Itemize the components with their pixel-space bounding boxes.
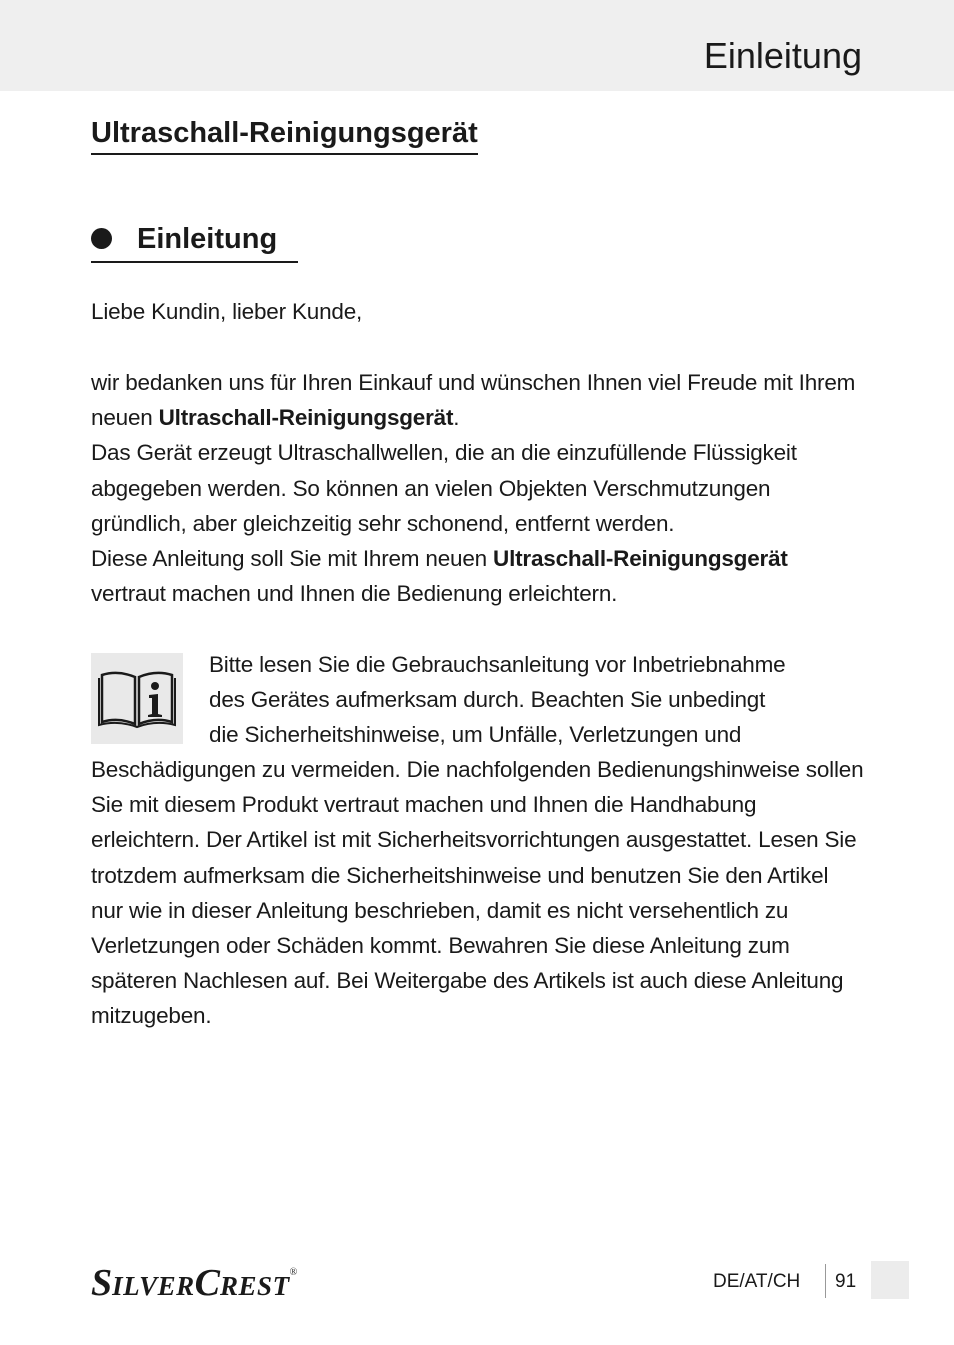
page-header-title: Einleitung (703, 35, 862, 76)
intro-paragraph-2: Das Gerät erzeugt Ultraschallwellen, die an die einzufüllende Flüssigkeit abgegeben werden. So können an vielen Objekten Verschmutzungen gründlich, aber gleichzeitig sehr schonend, entfernt werden. (91, 440, 797, 536)
greeting-text: Liebe Kundin, lieber Kunde, (91, 299, 363, 324)
bullet-icon (91, 228, 112, 249)
product-title: Ultraschall-Reinigungsgerät (91, 114, 478, 155)
footer-divider (825, 1264, 826, 1298)
section-heading (91, 220, 298, 263)
intro-paragraph-1: wir bedanken uns für Ihren Einkauf und wünschen Ihnen viel Freude mit Ihrem neuen Ultraschall-Reinigungsgerät. (91, 370, 856, 431)
info-text-lead (209, 647, 869, 753)
section-heading-text: Einleitung (137, 223, 278, 255)
book-info-icon (91, 653, 183, 744)
intro-paragraphs (91, 365, 866, 611)
info-line-3: die Sicherheitshinweise, um Unfälle, Verletzungen und (209, 722, 742, 748)
info-text-continuation: Beschädigungen zu vermeiden. Die nachfolgenden Bedienungshinweise sollen Sie mit diesem Produkt vertraut machen und Ihnen die Handhabung erleichtern. Der Artikel ist mit Sicherheitsvorrichtungen ausgestattet. Lesen Sie trotzdem aufmerksam die Sicherheitshinweise und benutzen Sie den Artikel nur wie in dieser Anleitung beschrieben, damit es nicht versehentlich zu Verletzungen oder Schäden kommt. Bewahren Sie diese Anleitung zum späteren Nachlesen auf. Bei Weitergabe des Artikels ist auch diese Anleitung mitzugeben. (91, 757, 864, 1029)
footer-tab-marker (871, 1261, 909, 1299)
info-line-2: des Gerätes aufmerksam durch. Beachten Sie unbedingt (209, 687, 766, 713)
info-line-1: Bitte lesen Sie die Gebrauchsanleitung vor Inbetriebnahme (209, 652, 786, 677)
silvercrest-logo: SILVERCREST® (91, 1262, 298, 1304)
intro-paragraph-3: Diese Anleitung soll Sie mit Ihrem neuen Ultraschall-Reinigungsgerät vertraut machen und Ihnen die Bedienung erleichtern. (91, 546, 788, 607)
footer-language-codes: DE/AT/CH (713, 1271, 801, 1292)
page-number: 91 (835, 1271, 857, 1292)
